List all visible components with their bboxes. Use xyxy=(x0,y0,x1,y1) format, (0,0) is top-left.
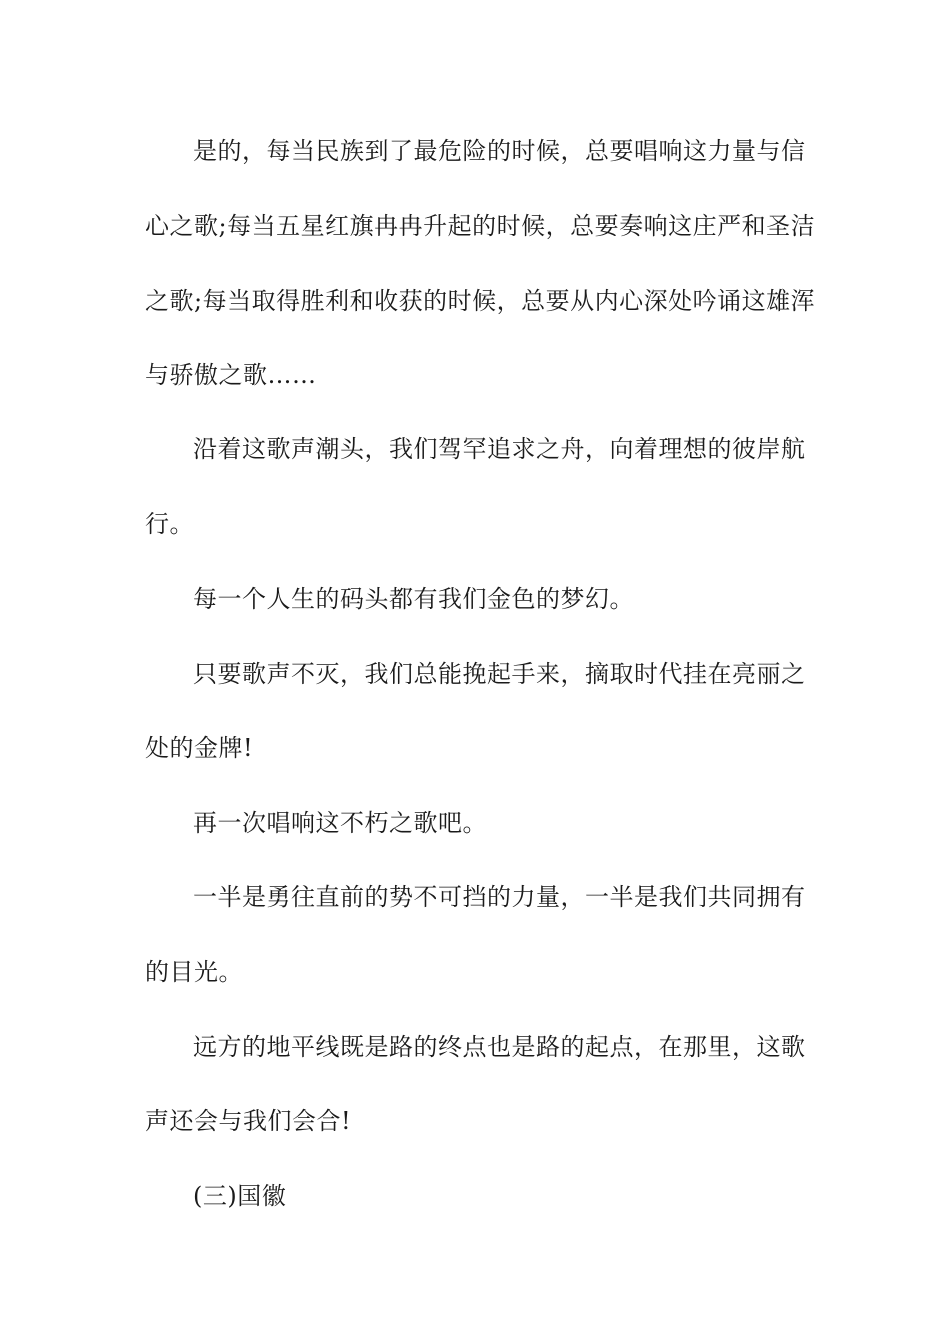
text-line: 与骄傲之歌…… xyxy=(145,361,317,389)
text-line: 只要歌声不灭，我们总能挽起手来，摘取时代挂在亮丽之 xyxy=(193,660,806,688)
text-line: 远方的地平线既是路的终点也是路的起点，在那里，这歌 xyxy=(193,1033,806,1061)
text-line: 的目光。 xyxy=(145,958,243,986)
text-line: 沿着这歌声潮头，我们驾罕追求之舟，向着理想的彼岸航 xyxy=(193,435,806,463)
text-line: 声还会与我们会合! xyxy=(145,1107,352,1135)
text-line: 处的金牌! xyxy=(145,734,254,762)
text-line: 之歌;每当取得胜利和收获的时候，总要从内心深处吟诵这雄浑 xyxy=(145,287,816,315)
text-line: 再一次唱响这不朽之歌吧。 xyxy=(193,809,487,837)
text-line: 一半是勇往直前的势不可挡的力量，一半是我们共同拥有 xyxy=(193,883,806,911)
section-heading: (三)国徽 xyxy=(193,1182,287,1210)
text-line: 是的，每当民族到了最危险的时候，总要唱响这力量与信 xyxy=(193,137,806,165)
text-line: 行。 xyxy=(145,510,194,538)
text-line: 心之歌;每当五星红旗冉冉升起的时候，总要奏响这庄严和圣洁 xyxy=(145,212,816,240)
text-line: 每一个人生的码头都有我们金色的梦幻。 xyxy=(193,585,634,613)
